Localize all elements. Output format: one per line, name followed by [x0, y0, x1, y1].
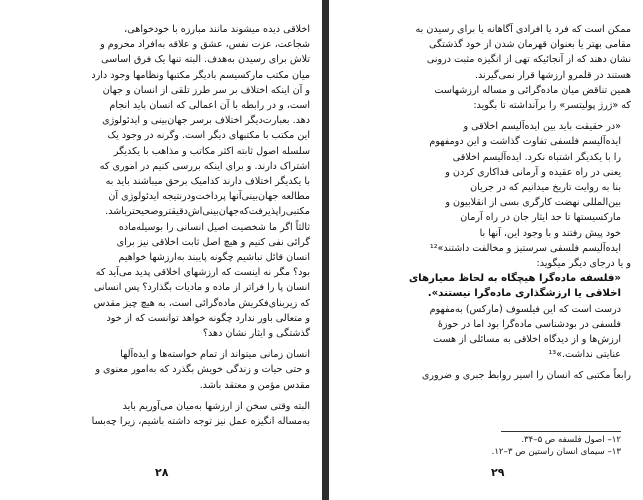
book-spine [322, 0, 329, 500]
text-line: اخلاقی یا ارزشگذاری ماده‌گرا نیستند». [427, 288, 621, 300]
text-line: دهد. بعبارت‌دیگر اختلاف برسر جهان‌بینی و ایدئولوژی [102, 115, 310, 127]
footnote-separator [501, 431, 621, 432]
text-line: شجاعت، عزت نفس، عشق و علاقه به‌افراد محروم و [100, 39, 310, 51]
text-line: و متعالی باور ندارد چگونه خواهد توانست که از خود [106, 312, 310, 324]
text-line: ارزش‌ها و از دیدگاه اخلاقی به مسائلی از هست [433, 334, 621, 346]
right-page-number: ۲۹ [491, 466, 505, 479]
text-line: را با یکدیگر اشتباه نکرد. ایده‌آلیسم اخلاقی [452, 151, 621, 163]
right-page-text [351, 22, 631, 384]
text-line: ۱۳– سیمای انسان راستین ص ۳–۱۲. [491, 447, 621, 457]
text-line: که «ژرژ پولیتسر» را برآنداشته تا بگوید: [473, 100, 631, 112]
text-line: که زیربنای‌فکریش ماده‌گرائی است، به هیچ چیز مقدس [93, 297, 310, 309]
right-page [329, 0, 643, 500]
text-line: بین‌المللی نهضت کارگری بسی از انقلابیون و [445, 197, 621, 209]
text-line: انسان قائل نباشیم چگونه پایبند به‌ارزشها خواهیم [118, 252, 310, 264]
text-line: انسان زمانی میتواند از تمام خواسته‌ها و ایده‌آلها [120, 349, 310, 361]
footnotes [341, 434, 621, 458]
text-line: مکتبی‌را‌پذیرفت‌که‌جهان‌بینی‌اش‌دقیقتروصحیحتر‌باشد. [105, 206, 310, 218]
text-line: «در حقیقت باید بین ایده‌آلیسم اخلاقی و [463, 121, 621, 133]
text-line: و آن اینکه اختلاف بر سر طرز تلقی از انسان و جهان [102, 84, 310, 96]
text-line: گذشتگی و ایثار نشان دهد؟ [202, 328, 310, 340]
text-line: همین تناقض میان ماده‌گرائی و مساله ارزشهاست [434, 84, 631, 96]
text-line: اخلاقی دیده میشوند مانند مبارزه با خودخواهی، [124, 24, 310, 35]
text-line: اشتراک دارند. و برای اینکه بررسی کنیم در اموری که [99, 160, 310, 172]
text-line: ممکن است که فرد یا افرادی آگاهانه یا برای رسیدن به [415, 24, 631, 35]
text-line: و حتی حیات و زندگی خویش بگذرد که به‌امور معنوی و [95, 364, 310, 376]
text-line: میان مکتب مارکسیسم بادیگر مکتبها ونظامها وجود دارد [91, 69, 310, 81]
text-line: درست است که این فیلسوف (مارکس) به‌مفهوم [429, 303, 621, 315]
text-line: انسان پا را فراتر از ماده و مادیات بگذارد؟ پس انسانی [93, 282, 310, 294]
text-line: خود پیش رفتند و با وجود این، آنها با [479, 227, 621, 239]
text-line: نشان دهند که از آنجائیکه تهی از انگیزه مثبت درونی [426, 54, 631, 66]
text-line: بنا به روایت تاریخ میدانیم که در جریان [470, 182, 621, 194]
text-line: با یکدیگر اختلاف دارند کدامیک برحق میباشند باید به [105, 176, 310, 188]
text-line: فلسفی در بودشناسی ماده‌گرا بود اما در حوزهٔ [437, 318, 621, 330]
text-line: بود؟ مگر نه اینست که ارزشهای اخلاقی پدید می‌آید که [95, 267, 310, 279]
text-line: سلسله اصول ثابته اکثر مکاتب و مذاهب با یکدیگر [113, 145, 310, 157]
text-line: تلاش برای رسیدن به‌هدف. البته تنها یک فرق اساسی [101, 54, 310, 66]
text-line: است، و در رابطه با آن اعمالی که انسان باید انجام [109, 100, 310, 112]
text-line: مطالعه جهان‌بینی‌آنها پرداخت‌ودرنتیجه ایدئولوژی آن [108, 191, 310, 203]
text-line: «فلسفه ماده‌گرا هیچگاه به لحاظ معیارهای [408, 273, 621, 285]
text-line: مارکسیستها تا حد ایثار جان در راه آرمان [460, 212, 621, 224]
text-line: ۱۲– اصول فلسفه ص ۵–۳۴. [521, 435, 621, 445]
text-line: ایده‌آلیسم فلسفی تفاوت گذاشت و این دومفهوم [429, 136, 621, 148]
text-line: هستند در قلمرو ارزشها قرار نمی‌گیرند. [474, 69, 631, 81]
text-line: البته وقتی سخن از ارزشها به‌میان می‌آوریم باید [122, 400, 310, 412]
text-line: مقدس مؤمن و معتقد باشد. [199, 379, 310, 391]
text-line: عنایتی نداشت.»¹³ [548, 349, 621, 361]
text-line: و یا درجای دیگر میگوید: [536, 258, 631, 270]
text-line: ایده‌آلیسم فلسفی سرستیز و مخالفت داشتند»¹² [429, 242, 621, 254]
text-line: مقامی بهتر یا بعنوان قهرمان شدن از خود گذشتگی [429, 39, 631, 51]
text-line: ثالثاً اگر ما شخصیت اصیل انسانی را بوسیله‌ماده‌ [118, 221, 310, 233]
left-page-text [20, 22, 310, 429]
text-line: یعنی در راه عقیده و آرمانی فداکاری کردن و [445, 166, 621, 178]
left-page-number: ۲۸ [155, 466, 169, 479]
text-line: رابعاً مکتبی که انسان را اسیر روابط جبری و ضروری [421, 370, 631, 382]
text-line: گرائی نفی کنیم و هیچ اصل ثابت اخلاقی نیز برای [116, 236, 310, 248]
text-line: این مکتب با مکتبهای دیگر است. وگرنه در وجود یک [107, 130, 310, 142]
text-line: به‌مساله انگیزه عمل نیز توجه داشته باشیم، زیرا چه‌بسا [91, 416, 310, 428]
